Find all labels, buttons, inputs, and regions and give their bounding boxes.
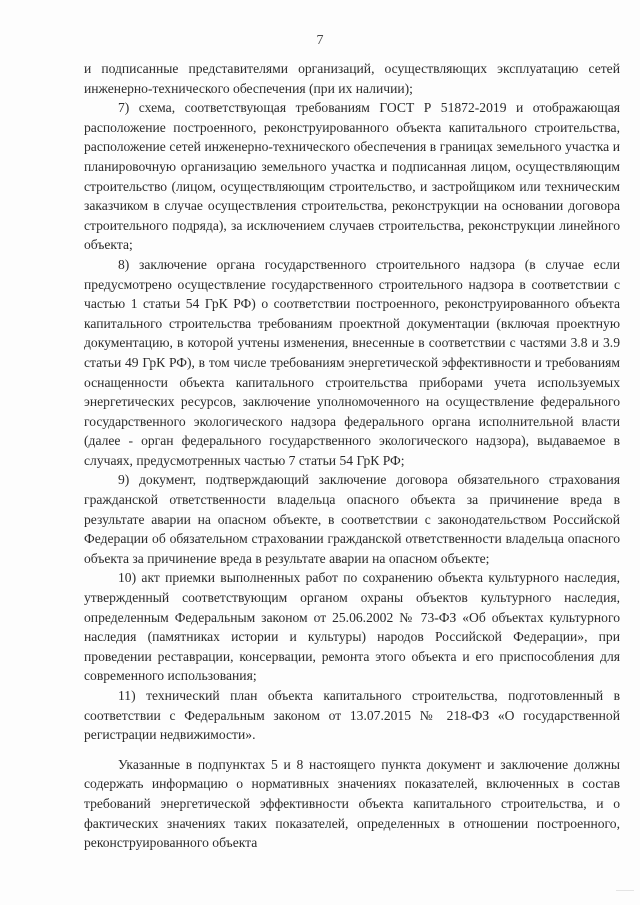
paragraph-item-11: 11) технический план объекта капитального строительства, подготовленный в соответствии с Федеральным законом от 13.07.2015 № 218-ФЗ «О государственной регистрации недвижимости». (84, 688, 620, 743)
paragraph-continuation: и подписанные представителями организаций, осуществляющих эксплуатацию сетей инженерно-технического обеспечения (при их наличии); (84, 61, 620, 96)
paragraph-item-10: 10) акт приемки выполненных работ по сохранению объекта культурного наследия, утвержденный соответствующим органом охраны объектов культурного наследия, определенным Федеральным законом от 25.06.2002 № 73-ФЗ «Об объектах культурного наследия (памятниках истории и культуры) народов Российской Федерации», при проведении реставрации, консервации, ремонта этого объекта и его приспособления для современного использования; (84, 570, 620, 684)
paragraph-item-8: 8) заключение органа государственного строительного надзора (в случае если предусмотрено осуществление государственного строительного надзора в соответствии с частью 1 статьи 54 ГрК РФ) о соответствии построенного, реконструированного объекта капитального строительства требованиям проектной документации (включая проектную документацию, в которой учтены изменения, внесенные в соответствии с частями 3.8 и 3.9 статьи 49 ГрК РФ), в том числе требованиям энергетической эффективности и требованиям оснащенности объекта капитального строительства приборами учета используемых энергетических ресурсов, заключение уполномоченного на осуществление федерального государственного экологического надзора федерального органа исполнительной власти (далее - орган федерального государственного экологического надзора), выдаваемое в случаях, предусмотренных частью 7 статьи 54 ГрК РФ; (84, 256, 620, 468)
paragraph-note: Указанные в подпунктах 5 и 8 настоящего пункта документ и заключение должны содержать информацию о нормативных значениях показателей, включенных в состав требований энергетической эффективности объекта капитального строительства, и о фактических значениях таких показателей, определенных в отношении построенного, реконструированного объекта (84, 756, 620, 851)
scan-edge-mark (616, 890, 634, 899)
document-body (84, 59, 620, 853)
paragraph-item-7: 7) схема, соответствующая требованиям ГОСТ Р 51872-2019 и отображающая расположение построенного, реконструированного объекта капитального строительства, расположение сетей инженерно-технического обеспечения в границах земельного участка и планировочную организацию земельного участка и подписанная лицом, осуществляющим строительство (лицом, осуществляющим строительство, и застройщиком или техническим заказчиком в случае осуществления строительства, реконструкции на основании договора строительного подряда), за исключением случаев строительства, реконструкции линейного объекта; (84, 100, 620, 253)
paragraph-item-9: 9) документ, подтверждающий заключение договора обязательного страхования гражданской ответственности владельца опасного объекта за причинение вреда в результате аварии на опасном объекте, в соответствии с законодательством Российской Федерации об обязательном страховании гражданской ответственности владельца опасного объекта за причинение вреда в результате аварии на опасном объекте; (84, 472, 620, 566)
page-number: 7 (316, 33, 324, 48)
